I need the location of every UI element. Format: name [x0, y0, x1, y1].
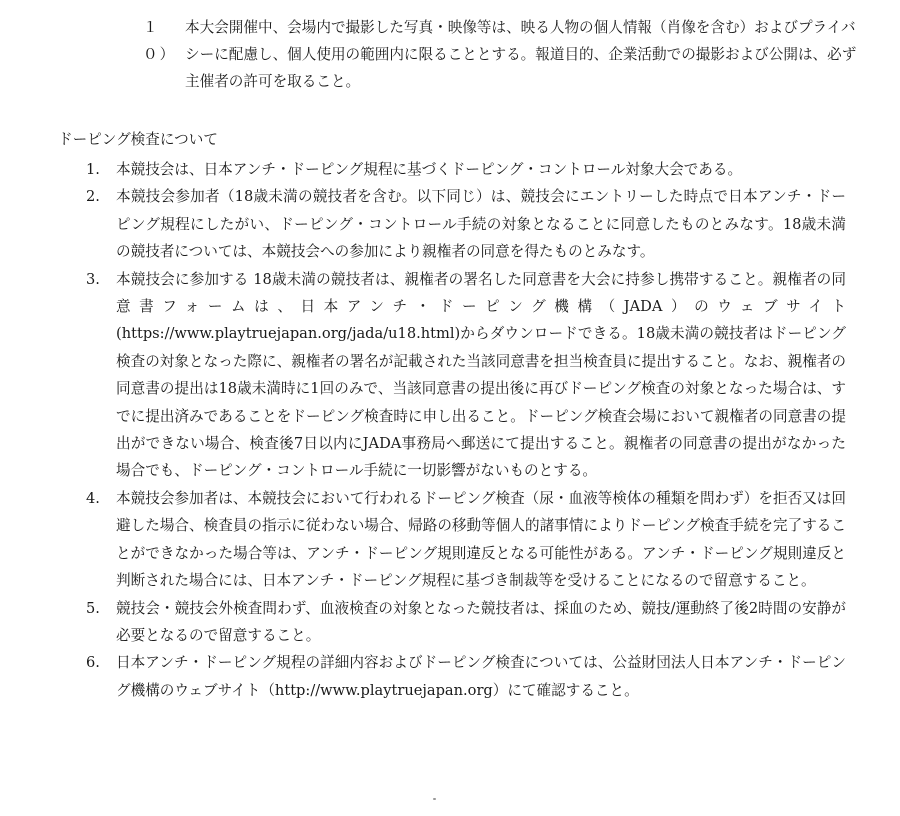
section-heading: ドーピング検査について: [58, 131, 218, 148]
item-number: 3.: [86, 270, 100, 288]
item-text: 日本アンチ・ドーピング規程の詳細内容およびドーピング検査については、公益財団法人日本アンチ・ドーピング機構のウェブサイト（http://www.playtruejapan.org）にて確認すること。: [116, 654, 846, 699]
item-number: 2.: [86, 188, 100, 206]
doping-rules-list: [86, 156, 846, 704]
rule-item-10: [143, 14, 858, 95]
item-text: 本競技会参加者は、本競技会において行われるドーピング検査（尿・血液等検体の種類を問わず）を拒否又は回避した場合、検査員の指示に従わない場合、帰路の移動等個人的諸事情によりドーピング検査手続を完了することができなかった場合等は、アンチ・ドーピング規則違反となる可能性がある。アンチ・ドーピング規則違反と判断された場合には、日本アンチ・ドーピング規程に基づき制裁等を受けることになるので留意すること。: [116, 489, 846, 590]
list-item: [86, 485, 846, 595]
item-number: 1.: [86, 161, 100, 178]
list-item: [86, 595, 846, 650]
item-number: 6.: [86, 654, 100, 672]
item-text: 本競技会参加者（18歳未満の競技者を含む。以下同じ）は、競技会にエントリーした時点で日本アンチ・ドーピング規程にしたがい、ドーピング・コントロール手続の対象となることに同意したものとみなす。18歳未満の競技者については、本競技会への参加により親権者の同意を得たものとみなす。: [116, 188, 846, 261]
item-text: 競技会・競技会外検査問わず、血液検査の対象となった競技者は、採血のため、競技/運動終了後2時間の安静が必要となるので留意すること。: [116, 599, 846, 644]
rule-text: 本大会開催中、会場内で撮影した写真・映像等は、映る人物の個人情報（肖像を含む）およびプライバシーに配慮し、個人使用の範囲内に限ることとする。報道目的、企業活動での撮影および公開は、必ず主催者の許可を取ること。: [185, 19, 857, 90]
list-item: [86, 156, 846, 183]
item-text: 本競技会は、日本アンチ・ドーピング規程に基づくドーピング・コントロール対象大会である。: [116, 161, 743, 178]
item-number: 4.: [86, 489, 100, 507]
list-item: [86, 266, 846, 485]
scan-speck: [433, 798, 436, 800]
list-item: [86, 183, 846, 265]
rule-number: １０）: [143, 19, 177, 63]
list-item: [86, 649, 846, 704]
item-number: 5.: [86, 599, 100, 617]
item-text: 本競技会に参加する 18歳未満の競技者は、親権者の署名した同意書を大会に持参し携帯すること。親権者の同意書フォームは、日本アンチ・ドーピング機構（JADA）のウェブサイト(https://www.playtruejapan.org/jada/u18.html)からダウンロードできる。18歳未満の競技者はドーピング検査の対象となった際に、親権者の署名が記載された当該同意書を担当検査員に提出すること。なお、親権者の同意書の提出は18歳未満時に1回のみで、当該同意書の提出後に再びドーピング検査の対象となった場合は、すでに提出済みであることをドーピング検査時に申し出ること。ドーピング検査会場において親権者の同意書の提出ができない場合、検査後7日以内にJADA事務局へ郵送にて提出すること。親権者の同意書の提出がなかった場合でも、ドーピング・コントロール手続に一切影響がないものとする。: [116, 270, 846, 480]
